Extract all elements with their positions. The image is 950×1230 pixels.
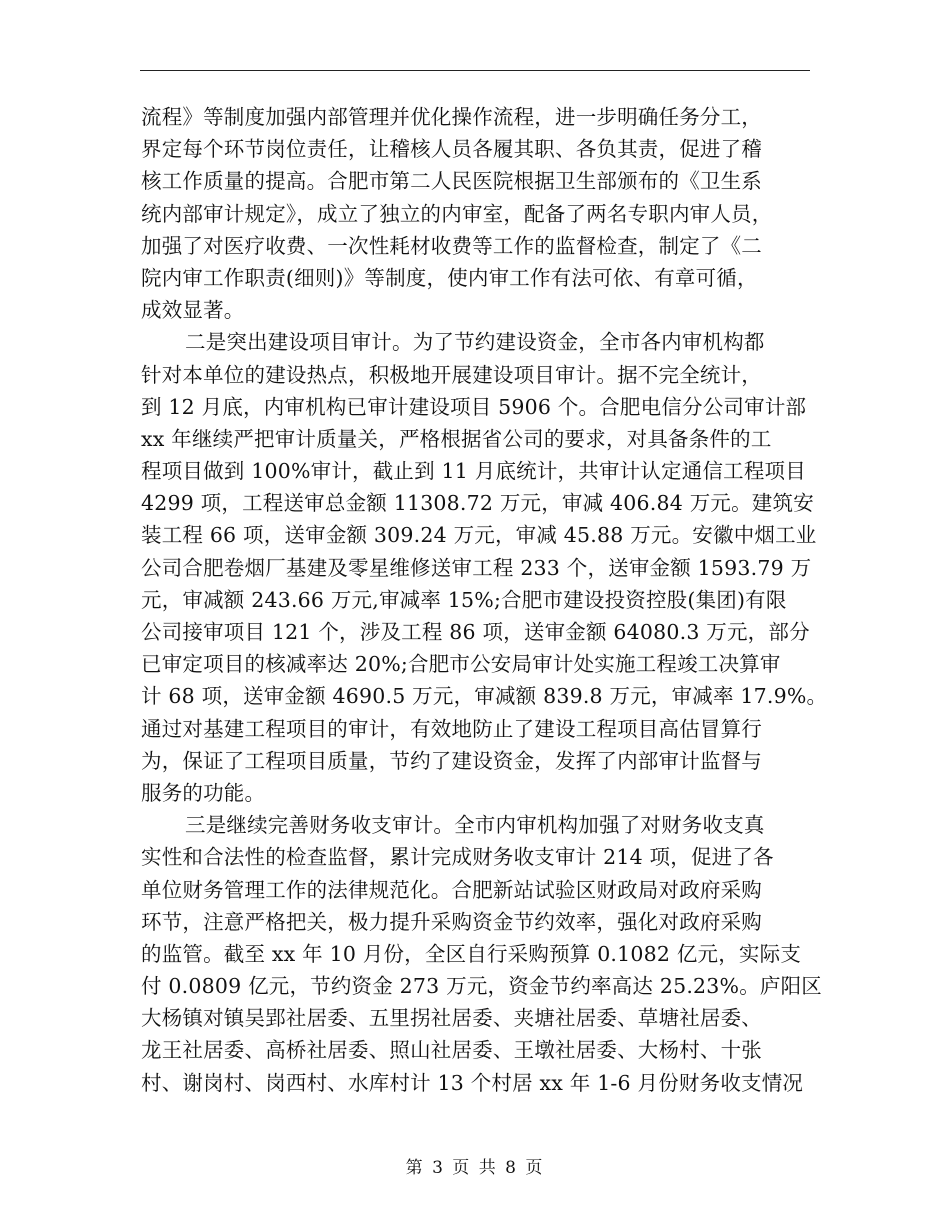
document-body [141, 101, 828, 1099]
text-line: 程项目做到 100%审计，截止到 11 月底统计，共审计认定通信工程项目 [141, 459, 806, 484]
text-line: 单位财务管理工作的法律规范化。合肥新站试验区财政局对政府采购 [141, 877, 762, 902]
text-line: 统内部审计规定》，成立了独立的内审室，配备了两名专职内审人员， [141, 201, 773, 226]
text-line: 核工作质量的提高。合肥市第二人民医院根据卫生部颁布的《卫生系 [141, 169, 762, 194]
text-line: 三是继续完善财务收支审计。全市内审机构加强了对财务收支真 [185, 813, 765, 838]
text-line: 实性和合法性的检查监督，累计完成财务收支审计 214 项，促进了各 [141, 845, 774, 870]
text-line: 龙王社居委、高桥社居委、照山社居委、王墩社居委、大杨村、十张 [141, 1038, 762, 1063]
text-line: 成效显著。 [141, 298, 245, 323]
text-line: 加强了对医疗收费、一次性耗材收费等工作的监督检查，制定了《二 [141, 233, 762, 258]
page-number: 第 3 页 共 8 页 [405, 1158, 545, 1178]
text-line: 付 0.0809 亿元，节约资金 273 万元，资金节约率高达 25.23%。庐阳区 [141, 974, 823, 999]
text-line: 通过对基建工程项目的审计，有效地防止了建设工程项目高估冒算行 [141, 716, 762, 741]
header-divider [140, 70, 810, 71]
text-line: 二是突出建设项目审计。为了节约建设资金，全市各内审机构都 [185, 330, 765, 355]
text-line: 村、谢岗村、岗西村、水库村计 13 个村居 xx 年 1-6 月份财务收支情况 [141, 1070, 804, 1095]
text-line: 环节，注意严格把关，极力提升采购资金节约效率，强化对政府采购 [141, 909, 762, 934]
text-line: 装工程 66 项，送审金额 309.24 万元，审减 45.88 万元。安徽中烟工业 [141, 523, 817, 548]
text-line: 服务的功能。 [141, 780, 266, 805]
text-line: 到 12 月底，内审机构已审计建设项目 5906 个。合肥电信分公司审计部 [141, 394, 807, 419]
text-line: 公司接审项目 121 个，涉及工程 86 项，送审金额 64080.3 万元，部分 [141, 620, 810, 644]
text-line: 院内审工作职责(细则)》等制度，使内审工作有法可依、有章可循， [141, 265, 758, 290]
text-line: 计 68 项，送审金额 4690.5 万元，审减额 839.8 万元，审减率 17.9%。 [141, 684, 828, 709]
text-line: 已审定项目的核减率达 20%;合肥市公安局审计处实施工程竣工决算审 [141, 652, 781, 677]
text-line: 界定每个环节岗位责任，让稽核人员各履其职、各负其责，促进了稽 [141, 137, 762, 162]
text-line: 4299 项，工程送审总金额 11308.72 万元，审减 406.84 万元。建筑安 [141, 491, 814, 516]
text-line: 公司合肥卷烟厂基建及零星维修送审工程 233 个，送审金额 1593.79 万 [141, 555, 812, 580]
text-line: 为，保证了工程项目质量，节约了建设资金，发挥了内部审计监督与 [141, 748, 762, 773]
text-line: 元，审减额 243.66 万元,审减率 15%;合肥市建设投资控股(集团)有限 [141, 587, 787, 612]
text-line: 针对本单位的建设热点，积极地开展建设项目审计。据不完全统计， [141, 362, 762, 387]
text-line: 流程》等制度加强内部管理并优化操作流程，进一步明确任务分工， [141, 105, 762, 129]
text-line: xx 年继续严把审计质量关，严格根据省公司的要求，对具备条件的工 [141, 426, 772, 451]
text-line: 大杨镇对镇吴郢社居委、五里拐社居委、夹塘社居委、草塘社居委、 [141, 1006, 762, 1031]
text-line: 的监管。截至 xx 年 10 月份，全区自行采购预算 0.1082 亿元，实际支 [141, 941, 802, 966]
